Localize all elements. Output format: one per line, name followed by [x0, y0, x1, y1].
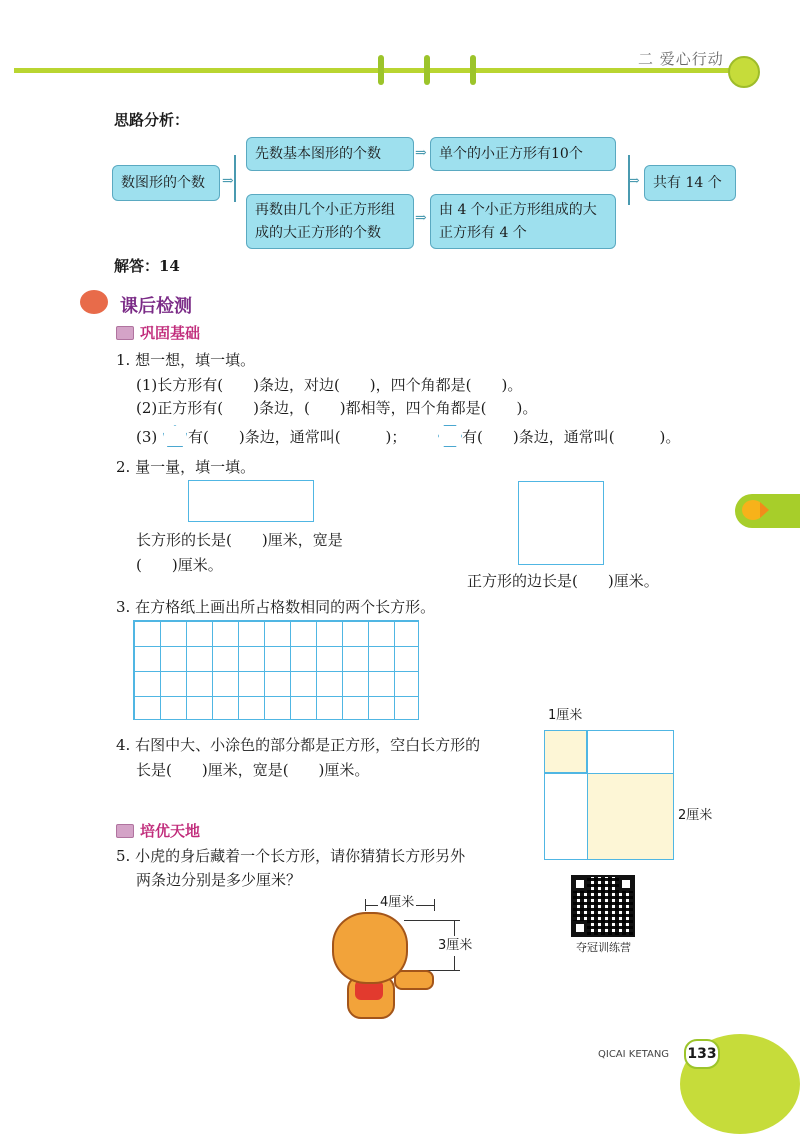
analysis-title: 思路分析：: [114, 111, 190, 129]
q4-line2: 长是( )厘米，宽是( )厘米。: [136, 761, 370, 779]
q1-part3-hexagon: 有( )条边，通常叫( )。: [462, 428, 681, 446]
subsection-basic: 巩固基础: [140, 324, 201, 342]
flow-start: [112, 165, 220, 201]
panda-mascot-icon: [728, 56, 760, 88]
q1-part3-pentagon: 有( )条边，通常叫( )；: [188, 428, 407, 446]
character-icon: [80, 290, 108, 314]
flow-bracket: [234, 155, 246, 202]
flow-total-text: 共有 14 个: [653, 174, 722, 191]
flow-start-text: 数图形的个数: [121, 174, 205, 191]
footer-brand: QICAI KETANG: [598, 1049, 670, 1060]
q2-title: 2. 量一量，填一填。: [116, 458, 256, 476]
q2-square: [518, 481, 604, 565]
q2-square-line: 正方形的边长是( )厘米。: [467, 572, 659, 590]
q1-part3-label: (3): [136, 428, 158, 446]
header-peg: [378, 55, 384, 85]
q4-divider: [587, 730, 588, 860]
q5-height-label: 3厘米: [438, 936, 472, 956]
qr-corner: [619, 877, 633, 891]
answer: 解答：14: [114, 257, 180, 275]
fish-tail-icon: [760, 502, 769, 518]
qr-corner: [573, 921, 587, 935]
dimension-tick: [434, 899, 435, 911]
q1-title: 1. 想一想，填一填。: [116, 351, 256, 369]
section-header: 二 爱心行动: [638, 50, 724, 68]
arrow-icon: ⇒: [222, 173, 234, 189]
page-number: 133: [684, 1039, 720, 1069]
flow-step2: [246, 194, 414, 249]
q1-part2: (2)正方形有( )条边，( )都相等，四个角都是( )。: [136, 399, 538, 417]
dimension-tick: [365, 899, 366, 911]
book-icon: [116, 326, 134, 340]
hexagon-icon: [438, 425, 462, 447]
q4-line1: 4. 右图中大、小涂色的部分都是正方形，空白长方形的: [116, 736, 481, 754]
qr-corner: [573, 877, 587, 891]
q5-width-label: 4厘米: [378, 893, 416, 913]
tiger-tail: [394, 970, 434, 990]
header-peg: [470, 55, 476, 85]
arrow-icon: ⇒: [628, 173, 640, 189]
flow-step2-text: 再数由几个小正方形组成的大正方形的个数: [255, 202, 395, 241]
q4-label-top: 1厘米: [548, 708, 583, 723]
arrow-icon: ⇒: [415, 145, 427, 161]
header-bar: [14, 68, 734, 73]
flow-result2: [430, 194, 616, 249]
arrow-icon: ⇒: [415, 210, 427, 226]
dimension-tick: [404, 920, 460, 921]
flow-result2-text: 由 4 个小正方形组成的大正方形有 4 个: [439, 202, 597, 241]
flow-result1: [430, 137, 616, 171]
q5-line2: 两条边分别是多少厘米？: [136, 871, 302, 889]
section-title: 课后检测: [120, 296, 192, 317]
flow-total: [644, 165, 736, 201]
tiger-icon: [332, 912, 408, 984]
q5-line1: 5. 小虎的身后藏着一个长方形，请你猜猜长方形另外: [116, 847, 466, 865]
q4-large-square: [587, 773, 674, 860]
pentagon-icon: [163, 425, 187, 447]
q4-small-square: [544, 730, 587, 773]
q4-label-right: 2厘米: [678, 808, 713, 823]
q1-part1: (1)长方形有( )条边，对边( )，四个角都是( )。: [136, 376, 523, 394]
square-grid: [133, 620, 419, 720]
flow-step1: [246, 137, 414, 171]
qr-caption: 夺冠训练营: [576, 941, 631, 954]
q2-rect-line1: 长方形的长是( )厘米，宽是: [136, 531, 343, 549]
flow-step1-text: 先数基本图形的个数: [255, 145, 381, 162]
book-icon: [116, 824, 134, 838]
q2-rect-line2: ( )厘米。: [136, 556, 223, 574]
q2-rectangle: [188, 480, 314, 522]
q3-title: 3. 在方格纸上画出所占格数相同的两个长方形。: [116, 598, 436, 616]
header-peg: [424, 55, 430, 85]
flow-result1-text: 单个的小正方形有10个: [439, 145, 583, 162]
q4-divider: [544, 773, 674, 774]
subsection-advanced: 培优天地: [140, 822, 201, 840]
